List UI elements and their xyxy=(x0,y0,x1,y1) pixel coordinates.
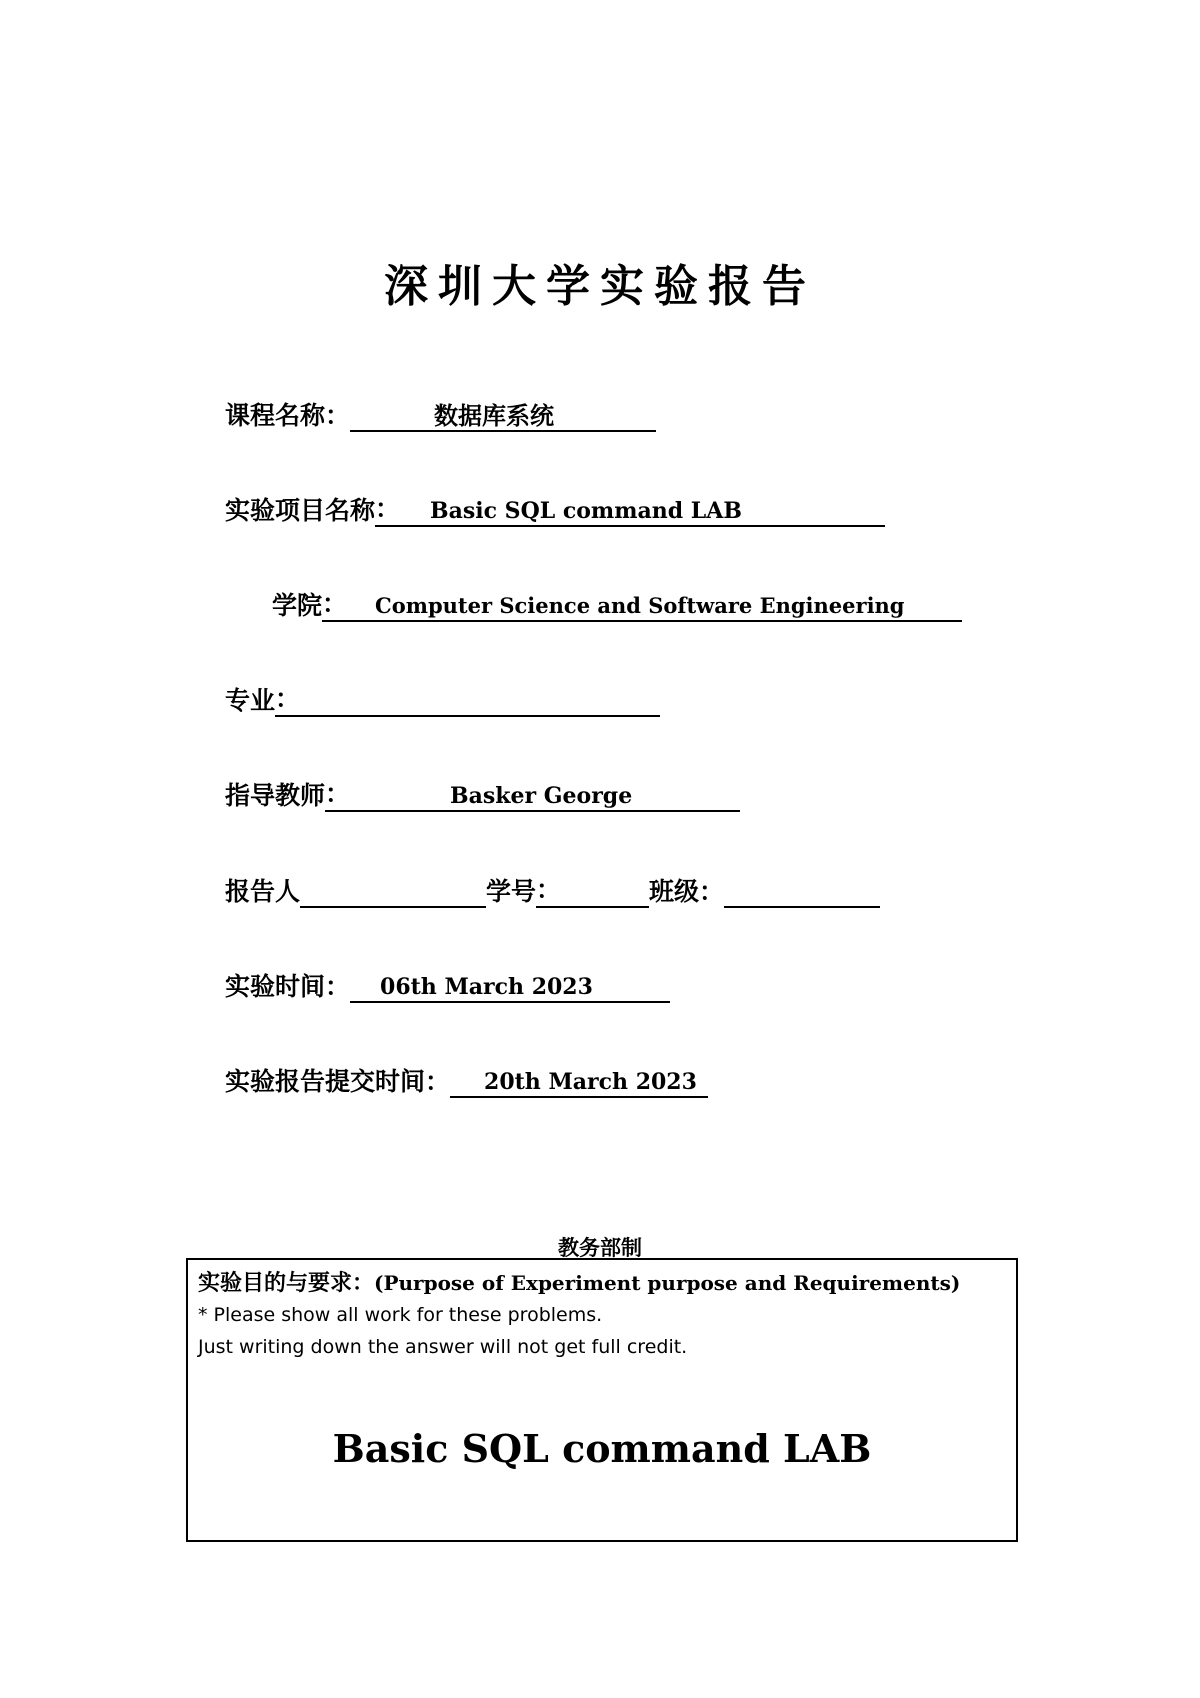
exp-time-value xyxy=(350,971,670,1003)
class-label: 班级： xyxy=(649,877,725,906)
project-row xyxy=(225,487,885,527)
course-row xyxy=(225,392,656,432)
purpose-heading-en: (Purpose of Experiment purpose and Requirements) xyxy=(374,1271,961,1295)
project-label: 实验项目名称 xyxy=(225,496,376,525)
instructor-colon: ： xyxy=(325,778,350,812)
reporter-value xyxy=(300,874,486,908)
instructor-value xyxy=(350,780,740,812)
purpose-box xyxy=(186,1258,1018,1542)
class-value xyxy=(724,874,880,908)
major-colon: ： xyxy=(275,683,300,717)
project-value-text: Basic SQL command LAB xyxy=(430,498,742,524)
college-label: 学院 xyxy=(272,591,323,620)
submit-time-value-text: 20th March 2023 xyxy=(484,1069,697,1095)
submit-time-label: 实验报告提交时间： xyxy=(225,1067,451,1096)
college-colon: ： xyxy=(322,588,347,622)
college-value-text: Computer Science and Software Engineering xyxy=(375,593,905,618)
course-label: 课程名称： xyxy=(225,401,351,430)
student-id-label: 学号 xyxy=(486,877,537,906)
major-label: 专业 xyxy=(225,686,276,715)
reporter-label: 报告人 xyxy=(225,877,301,906)
instructor-label: 指导教师 xyxy=(225,781,326,810)
purpose-heading xyxy=(198,1266,960,1297)
reporter-row xyxy=(225,868,880,908)
project-value xyxy=(400,495,885,527)
student-id-value xyxy=(561,874,649,908)
major-row xyxy=(225,677,660,717)
instructor-value-text: Basker George xyxy=(450,783,633,809)
report-title: 深圳大学实验报告 xyxy=(384,261,816,312)
note-line-1: * Please show all work for these problems. xyxy=(198,1304,603,1326)
purpose-heading-zh: 实验目的与要求： xyxy=(198,1271,375,1296)
note-line-2: Just writing down the answer will not get full credit. xyxy=(198,1336,688,1358)
lab-title: Basic SQL command LAB xyxy=(332,1426,872,1471)
submit-time-value xyxy=(450,1066,708,1098)
course-value xyxy=(350,400,656,432)
footer-label: 教务部制 xyxy=(558,1236,642,1260)
major-value xyxy=(300,683,660,717)
instructor-row xyxy=(225,772,740,812)
student-id-colon: ： xyxy=(536,874,561,908)
project-colon: ： xyxy=(375,493,400,527)
exp-time-row xyxy=(225,963,670,1003)
exp-time-value-text: 06th March 2023 xyxy=(380,974,593,1000)
exp-time-label: 实验时间： xyxy=(225,972,351,1001)
college-value xyxy=(347,590,962,622)
submit-time-row xyxy=(225,1058,708,1098)
college-row xyxy=(272,582,962,622)
course-value-text: 数据库系统 xyxy=(434,402,555,430)
